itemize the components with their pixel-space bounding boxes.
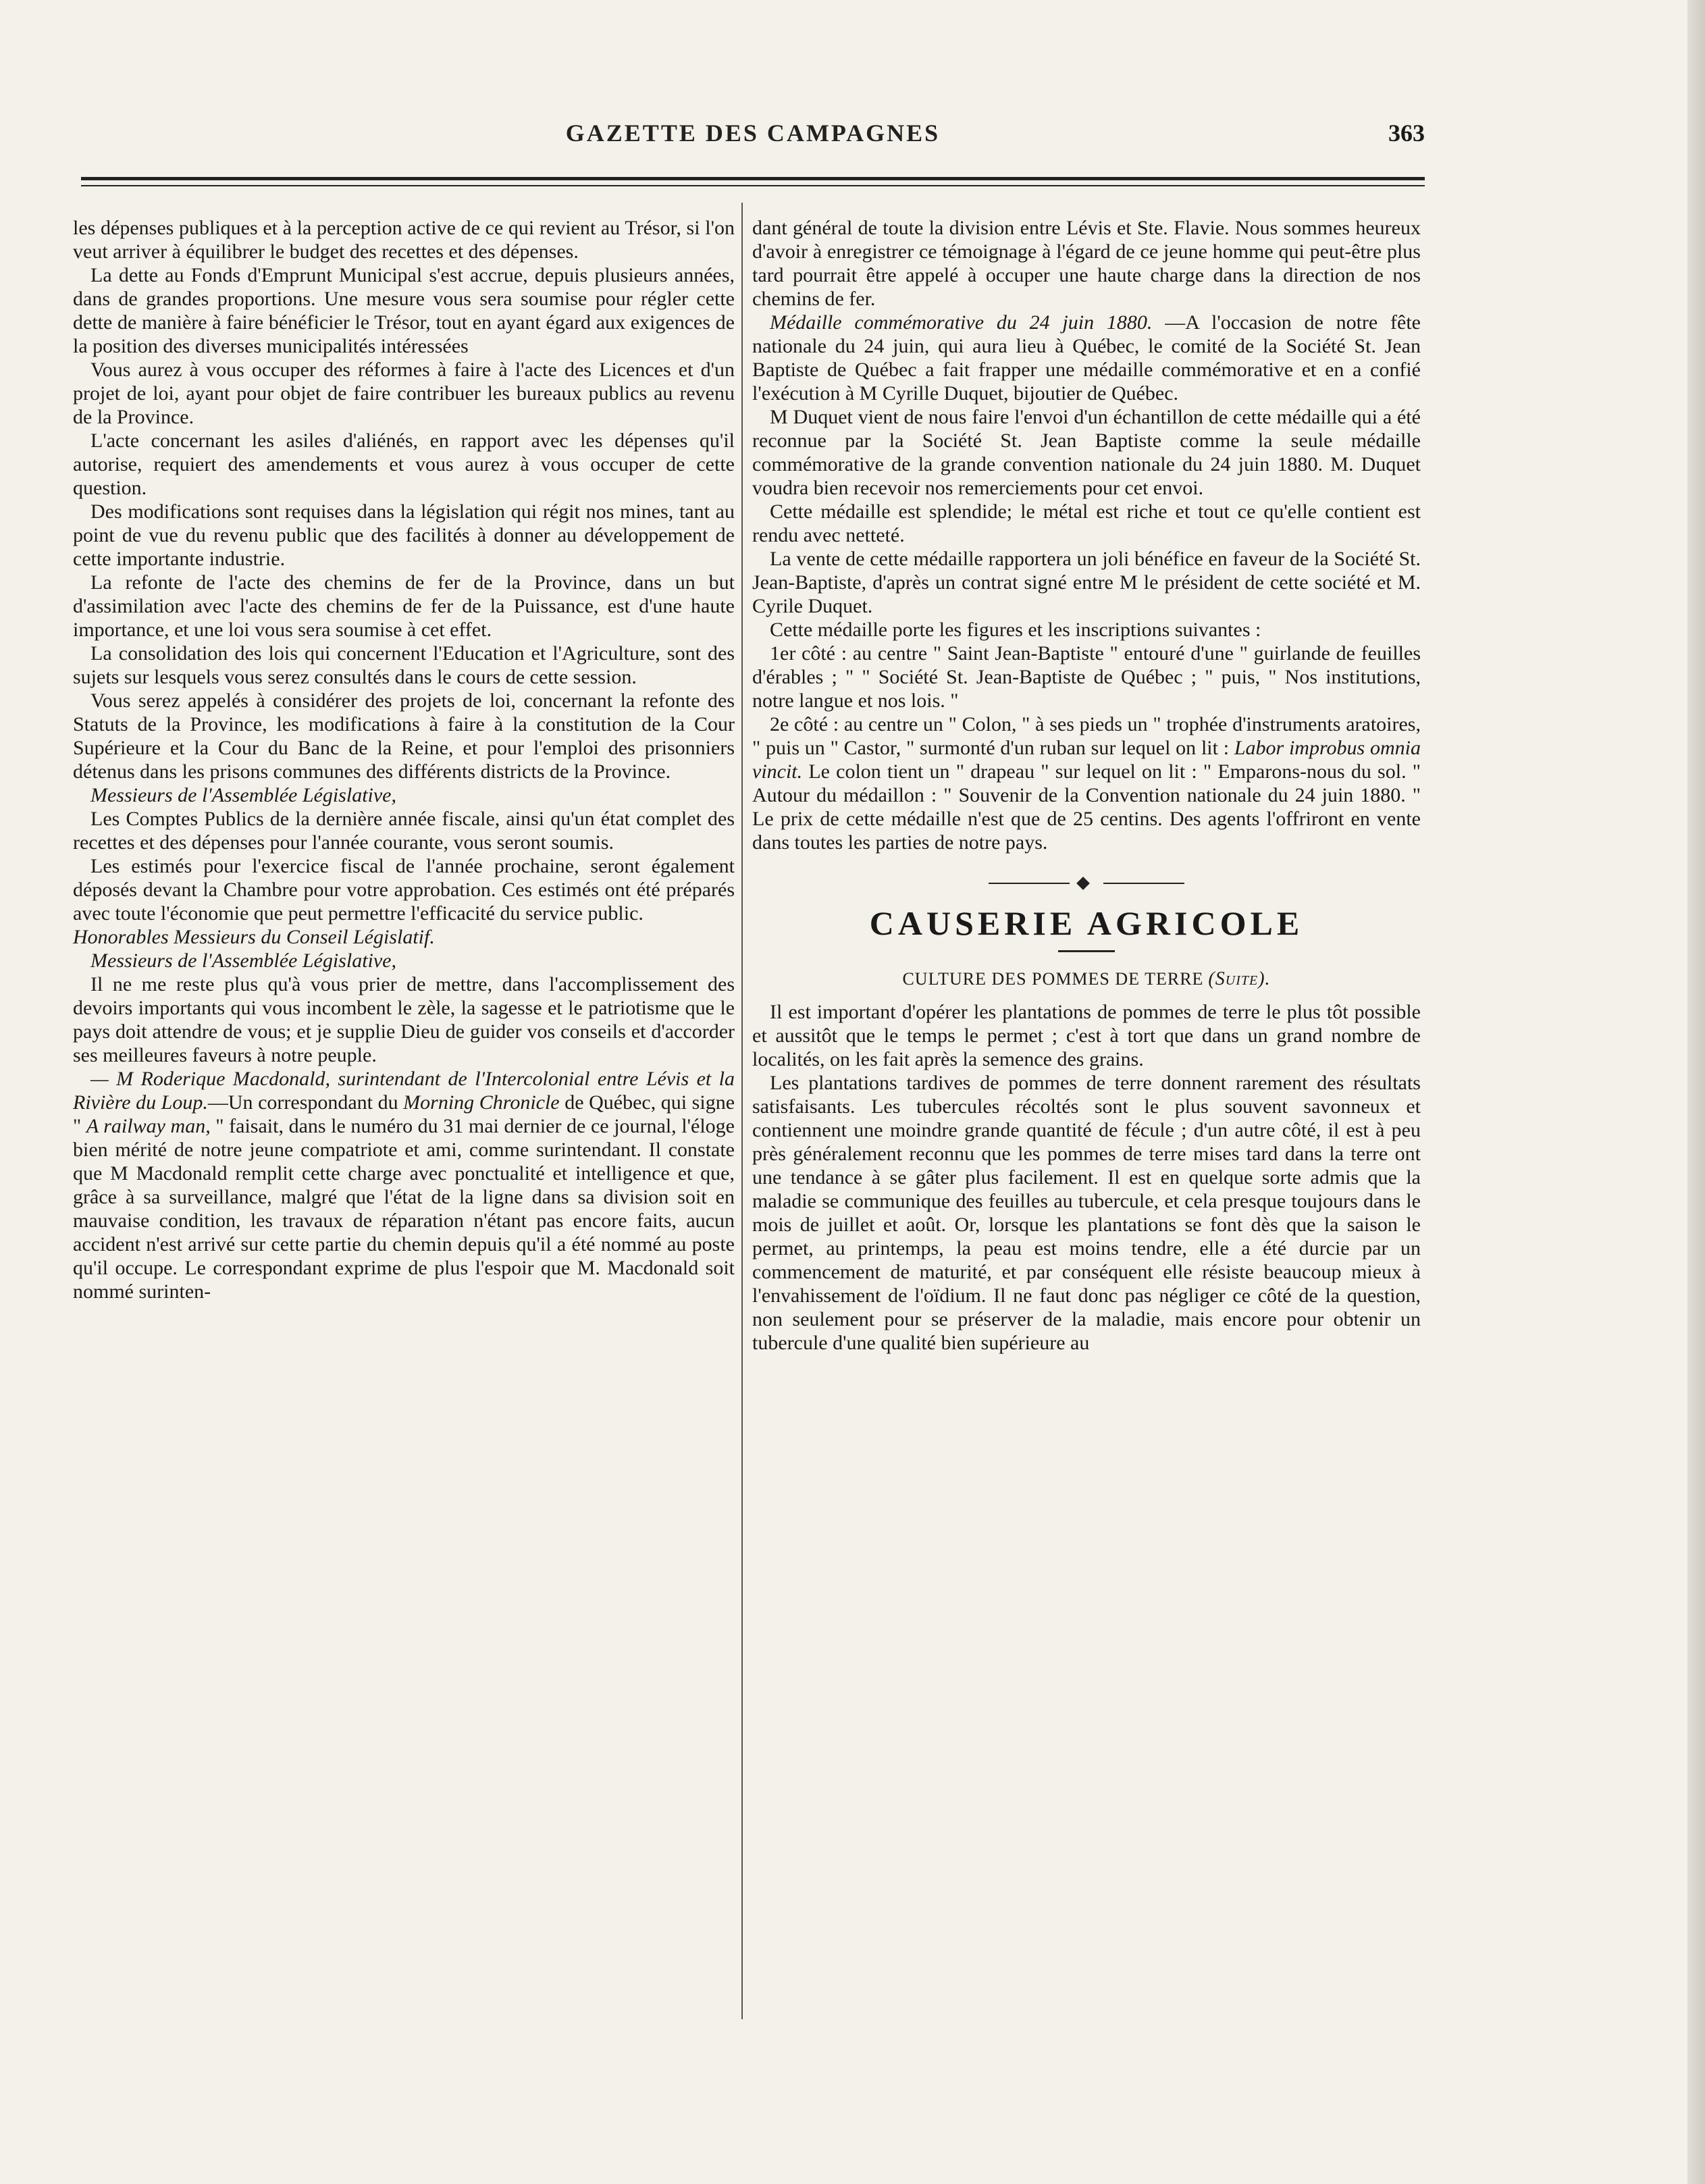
section-rule bbox=[1058, 950, 1115, 952]
newspaper-name: Morning Chronicle bbox=[403, 1091, 560, 1114]
news-item-heading: — M Roderique Macdonald, surintendant de l'Intercolonial entre Lévis et la Rivière du Loup. bbox=[73, 1068, 735, 1114]
left-column bbox=[73, 216, 735, 1303]
paragraph bbox=[752, 712, 1421, 854]
paragraph: La refonte de l'acte des chemins de fer de la Province, dans un but d'assimilation avec l'acte des chemins de fer de la Puissance, est d'une haute importance, et une loi vous sera soumise à cet effet. bbox=[73, 571, 735, 641]
paragraph: dant général de toute la division entre Lévis et Ste. Flavie. Nous sommes heureux d'avoir à enregistrer ce témoignage à l'égard de ce jeune homme qui peut-être plus tard pourrait être appelé à occuper une haute charge dans la direction de nos chemins de fer. bbox=[752, 217, 1421, 310]
section-ornament bbox=[989, 877, 1184, 889]
paragraph: Des modifications sont requises dans la législation qui régit nos mines, tant au point de vue du revenu public que des facilités à donner au développement de cette importante industrie. bbox=[73, 500, 735, 570]
text-run: " faisait, dans le numéro du 31 mai dernier de ce journal, l'éloge bien mérité de notre jeune compatriote et ami, comme surintendant. Il constate que M Macdonald remplit cette charge avec ponctualité et intelligence et que, grâce à sa surveillance, malgré que l'état de la ligne dans sa division soit en mauvaise condition, les travaux de réparation n'étant pas encore faits, aucun accident n'est arrivé sur cette partie du chemin depuis qu'il a été nommé au poste qu'il occupe. Le correspondant exprime de plus l'espoir que M. Macdonald soit nommé surinten- bbox=[73, 1115, 735, 1303]
section-subheading bbox=[752, 967, 1421, 992]
salutation: Messieurs de l'Assemblée Législative, bbox=[90, 950, 396, 972]
text-run: de Québec, qui signe " bbox=[73, 1091, 735, 1137]
news-item-medaille bbox=[752, 311, 1421, 405]
page-header bbox=[81, 119, 1425, 157]
text-run: Le colon tient un " drapeau " sur lequel on lit : " Emparons-nous du sol. " Autour du médaillon : " Souvenir de la Convention nationale du 24 juin 1880. " Le prix de cette médaille n'est que de 25 centins. Des agents l'offriront en vente dans toutes les parties de notre pays. bbox=[752, 760, 1421, 854]
paragraph: Il est important d'opérer les plantations de pommes de terre le plus tôt possible et aussitôt que le temps le permet ; c'est à tort que dans un grand nombre de localités, on les fait après la semence des grains. bbox=[752, 1001, 1421, 1070]
paragraph: La vente de cette médaille rapportera un joli bénéfice en faveur de la Société St. Jean-Baptiste, d'après un contrat signé entre M le président de cette société et M. Cyrile Duquet. bbox=[752, 548, 1421, 617]
ornament-line bbox=[1103, 883, 1184, 884]
latin-motto: Labor improbus omnia vincit. bbox=[752, 737, 1421, 783]
text-run: —Un correspondant du bbox=[207, 1091, 404, 1114]
paragraph: Les estimés pour l'exercice fiscal de l'année prochaine, seront également déposés devant la Chambre pour votre approbation. Ces estimés ont été préparés avec toute l'économie que peut permettre l'efficacité du service public. bbox=[73, 855, 735, 925]
paragraph: Les Comptes Publics de la dernière année fiscale, ainsi qu'un état complet des recettes et des dépenses pour l'année courante, vous seront soumis. bbox=[73, 808, 735, 854]
signature-pseudonym: A railway man, bbox=[86, 1115, 211, 1137]
section-title: CAUSERIE AGRICOLE bbox=[869, 904, 1304, 942]
text-run: —A l'occasion de notre fête nationale du 24 juin, qui aura lieu à Québec, le comité de la Société St. Jean Baptiste de Québec a fait frapper une médaille commémorative et en a confié l'exécution à M Cyrille Duquet, bijoutier de Québec. bbox=[752, 311, 1421, 405]
column-divider bbox=[741, 203, 743, 2019]
paragraph: Vous serez appelés à considérer des projets de loi, concernant la refonte des Statuts de la Province, les modifications à faire à la constitution de la Cour Supérieure et la Cour du Banc de la Reine, et pour l'emploi des prisonniers détenus dans les prisons communes des différents districts de la Province. bbox=[73, 690, 735, 783]
page-number: 363 bbox=[1388, 120, 1425, 147]
header-rule-thick bbox=[81, 177, 1425, 180]
publication-title: GAZETTE DES CAMPAGNES bbox=[565, 120, 941, 147]
ornament-diamond-icon bbox=[1076, 877, 1090, 890]
subheading-text: CULTURE DES POMMES DE TERRE bbox=[902, 969, 1204, 989]
subheading-suite: (Suite). bbox=[1208, 968, 1271, 989]
right-column bbox=[752, 216, 1421, 1355]
news-item-macdonald bbox=[73, 1067, 735, 1303]
news-item-heading: Médaille commémorative du 24 juin 1880. bbox=[770, 311, 1153, 334]
paragraph: Les plantations tardives de pommes de terre donnent rarement des résultats satisfaisants. Les tubercules récoltés sont le plus souvent savonneux et contiennent une moindre grande quantité de fécule ; d'un autre côté, il est à peu près généralement reconnu que les pommes de terre mises tard dans la terre ont une tendance à se gâter plus facilement. Il est en quelque sorte admis que la maladie se communique des feuilles au tubercule, et cela presque toujours dans le mois de juillet et août. Or, lorsque les plantations se font dès que la saison le permet, au printemps, la peau est moins tendre, elle a été durcie par un commencement de maturité, et par conséquent elle résiste beaucoup mieux à l'envahissement de l'oïdium. Il ne faut donc pas négliger ce côté de la question, non seulement pour se préserver de la maladie, mais encore pour obtenir un tubercule d'une qualité bien supérieure au bbox=[752, 1072, 1421, 1354]
header-rule-thin bbox=[81, 185, 1425, 186]
paragraph: les dépenses publiques et à la perception active de ce qui revient au Trésor, si l'on veut arriver à équilibrer le budget des recettes et des dépenses. bbox=[73, 217, 735, 263]
paragraph: Cette médaille porte les figures et les inscriptions suivantes : bbox=[770, 619, 1261, 641]
paragraph: Vous aurez à vous occuper des réformes à faire à l'acte des Licences et d'un projet de loi, ayant pour objet de faire contribuer les bureaux publics au revenu de la Province. bbox=[73, 359, 735, 428]
salutation: Messieurs de l'Assemblée Législative, bbox=[90, 784, 396, 806]
paragraph: La dette au Fonds d'Emprunt Municipal s'est accrue, depuis plusieurs années, dans de grandes proportions. Une mesure vous sera soumise pour régler cette dette de manière à faire bénéficier le Trésor, tout en ayant égard aux exigences de la position des diverses municipalités intéressées bbox=[73, 264, 735, 357]
paragraph: L'acte concernant les asiles d'aliénés, en rapport avec les dépenses qu'il autorise, requiert des amendements et vous aurez à vous occuper de cette question. bbox=[73, 430, 735, 499]
paragraph: Cette médaille est splendide; le métal est riche et tout ce qu'elle contient est rendu avec netteté. bbox=[752, 500, 1421, 546]
text-run: 2e côté : au centre un " Colon, " à ses pieds un " trophée d'instruments aratoires, " puis un " Castor, " surmonté d'un ruban sur lequel on lit : bbox=[752, 713, 1421, 759]
salutation: Honorables Messieurs du Conseil Législatif. bbox=[73, 926, 435, 948]
ornament-line bbox=[989, 883, 1070, 884]
paragraph: M Duquet vient de nous faire l'envoi d'un échantillon de cette médaille qui a été reconnue par la Société St. Jean Baptiste comme la seule médaille commémorative de la grande convention nationale du 24 juin 1880. M. Duquet voudra bien recevoir nos remerciements pour cet envoi. bbox=[752, 406, 1421, 499]
paragraph: Il ne me reste plus qu'à vous prier de mettre, dans l'accomplissement des devoirs importants qui vous incombent le zèle, la sagesse et le patriotisme que le pays doit attendre de vous; et je supplie Dieu de guider vos conseils et d'accorder ses meilleures faveurs à notre peuple. bbox=[73, 973, 735, 1066]
paragraph: La consolidation des lois qui concernent l'Education et l'Agriculture, sont des sujets sur lesquels vous serez consultés dans le cours de cette session. bbox=[73, 642, 735, 688]
paragraph: 1er côté : au centre " Saint Jean-Baptiste " entouré d'une " guirlande de feuilles d'érables ; " " Société St. Jean-Baptiste de Québec ; " puis, " Nos institutions, notre langue et nos lois. " bbox=[752, 642, 1421, 712]
